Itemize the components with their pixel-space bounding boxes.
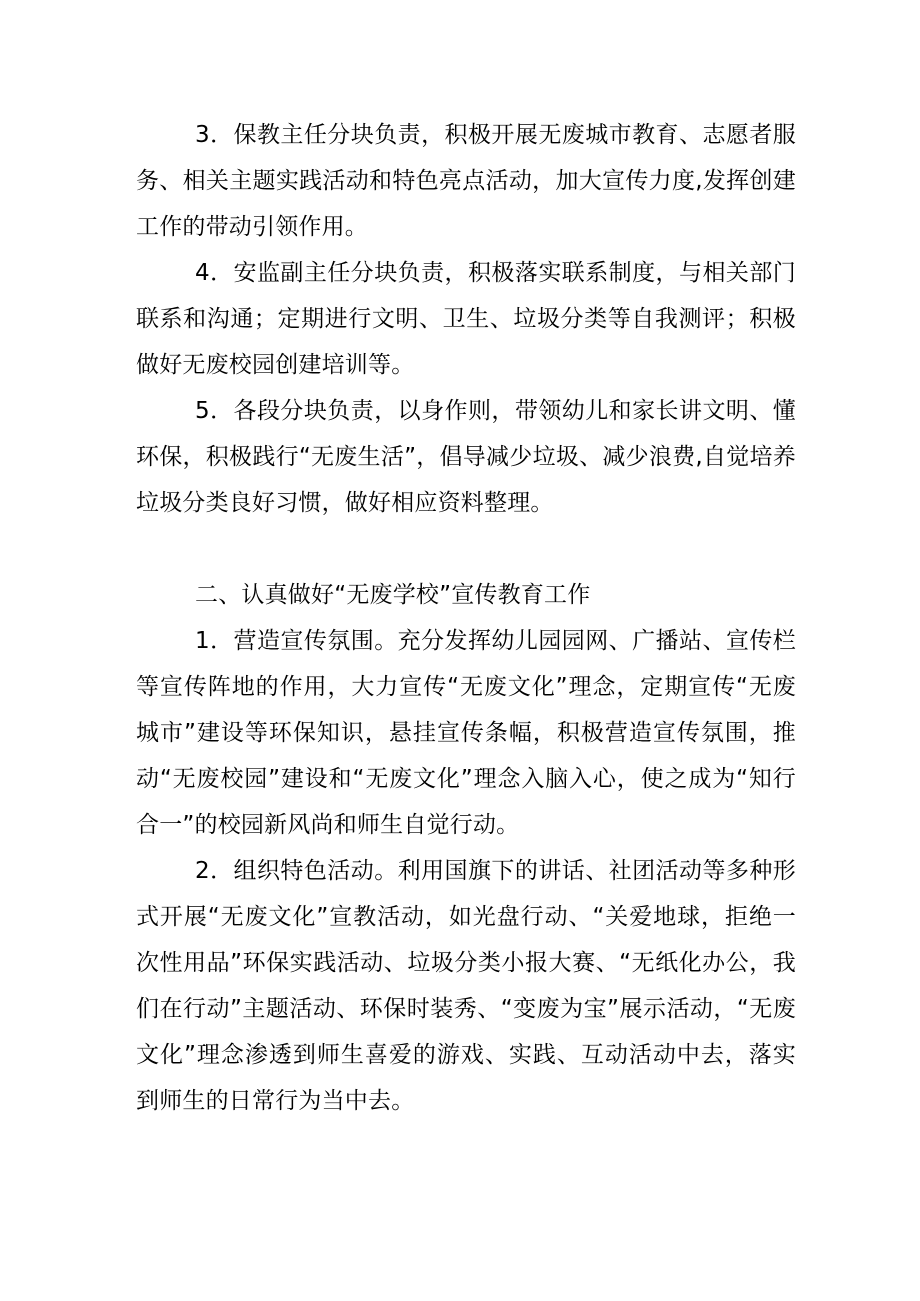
section-spacer <box>136 526 796 572</box>
paragraph-4-safety-deputy-director: 4．安监副主任分块负责，积极落实联系制度，与相关部门联系和沟通；定期进行文明、卫生、垃圾分类等自我测评；积极做好无废校园创建培训等。 <box>136 260 796 378</box>
section-heading-2: 二、认真做好“无废学校”宣传教育工作 <box>195 582 591 608</box>
paragraph-2-organize-activities: 2．组织特色活动。利用国旗下的讲话、社团活动等多种形式开展“无废文化”宣教活动，如光盘行动、“关爱地球，拒绝一次性用品”环保实践活动、垃圾分类小报大赛、“无纸化办公，我们在行动”主题活动、环保时装秀、“变废为宝”展示活动，“无废文化”理念渗透到师生喜爱的游戏、实践、互动活动中去，落实到师生的日常行为当中去。 <box>136 858 796 1114</box>
paragraph-5-grade-sections: 5．各段分块负责，以身作则，带领幼儿和家长讲文明、懂环保，积极践行“无废生活”，倡导减少垃圾、减少浪费,自觉培养垃圾分类良好习惯，做好相应资料整理。 <box>136 398 796 516</box>
paragraph-3-academic-director: 3．保教主任分块负责，积极开展无废城市教育、志愿者服务、相关主题实践活动和特色亮点活动，加大宣传力度,发挥创建工作的带动引领作用。 <box>136 122 796 240</box>
paragraph-1-create-atmosphere: 1．营造宣传氛围。充分发挥幼儿园园网、广播站、宣传栏等宣传阵地的作用，大力宣传“无废文化”理念，定期宣传“无废城市”建设等环保知识，悬挂宣传条幅，积极营造宣传氛围，推动“无废校园”建设和“无废文化”理念入脑入心，使之成为“知行合一”的校园新风尚和师生自觉行动。 <box>136 628 796 838</box>
document-body <box>136 112 796 1124</box>
